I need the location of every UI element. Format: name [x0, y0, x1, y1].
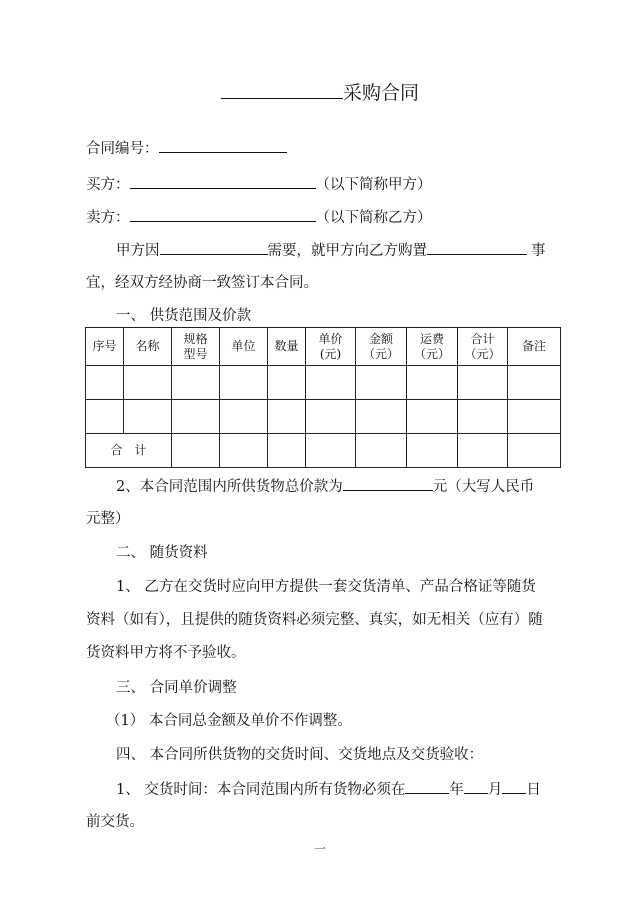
table-cell[interactable]	[458, 434, 508, 468]
table-cell[interactable]	[172, 366, 220, 400]
header-cell: 备注	[508, 328, 561, 366]
table-row	[86, 366, 561, 400]
table-cell[interactable]	[508, 400, 561, 434]
price-clause-line-2: 元整）	[86, 511, 130, 527]
need-blank[interactable]	[160, 238, 268, 255]
header-cell: 规格 型号	[172, 328, 220, 366]
header-cell: 名称	[124, 328, 172, 366]
intro-text-1: 甲方因	[116, 243, 160, 259]
buyer-blank[interactable]	[130, 172, 316, 189]
header-cell: 合计 （元）	[458, 328, 508, 366]
table-total-row	[86, 434, 561, 468]
year-blank[interactable]	[405, 777, 449, 794]
price-clause-line-1	[116, 474, 534, 496]
month-blank[interactable]	[464, 777, 488, 794]
table-cell[interactable]	[407, 400, 458, 434]
seller-label: 卖方：	[86, 210, 130, 226]
table-cell[interactable]	[220, 400, 268, 434]
contract-number-label: 合同编号：	[86, 141, 159, 157]
page-number: 一	[313, 842, 326, 856]
table-cell[interactable]	[268, 366, 306, 400]
contract-number-blank[interactable]	[159, 136, 287, 153]
table-cell[interactable]	[86, 366, 124, 400]
price-clause-text-1: 2、本合同范围内所供货物总价款为	[116, 479, 343, 495]
seller-row	[86, 205, 432, 227]
goods-table	[85, 327, 561, 468]
purchase-item-blank[interactable]	[427, 238, 527, 255]
table-cell[interactable]	[508, 366, 561, 400]
section-1-heading: 一、 供货范围及价款	[116, 308, 252, 324]
intro-line-1	[116, 238, 546, 260]
seller-blank[interactable]	[130, 205, 316, 222]
table-cell[interactable]	[458, 400, 508, 434]
clause-4-1-text: 1、 交货时间：本合同范围内所有货物必须在	[116, 782, 406, 798]
clause-2-1-line-1: 1、 乙方在交货时应向甲方提供一套交货清单、产品合格证等随货	[116, 579, 536, 595]
table-cell[interactable]	[407, 434, 458, 468]
clause-2-1-line-3: 货资料甲方将不予验收。	[86, 645, 246, 661]
table-cell[interactable]	[407, 366, 458, 400]
buyer-row	[86, 172, 432, 194]
header-cell: 运费 （元）	[407, 328, 458, 366]
intro-text-3: 事	[531, 243, 546, 259]
table-row	[86, 400, 561, 434]
buyer-label: 买方：	[86, 177, 130, 193]
header-cell: 单位	[220, 328, 268, 366]
table-cell[interactable]	[356, 400, 407, 434]
section-2-heading: 二、 随货资料	[116, 545, 208, 561]
title-blank[interactable]	[221, 82, 343, 99]
document-title	[0, 78, 640, 105]
section-3-heading: 三、 合同单价调整	[116, 680, 237, 696]
intro-line-2: 宜，经双方经协商一致签订本合同。	[86, 275, 318, 291]
table-cell[interactable]	[268, 400, 306, 434]
table-cell[interactable]	[124, 400, 172, 434]
table-cell[interactable]	[458, 366, 508, 400]
section-4-heading: 四、 本合同所供货物的交货时间、交货地点及交货验收：	[116, 747, 484, 763]
price-clause-text-2: 元（大写人民币	[432, 479, 535, 495]
table-cell[interactable]	[124, 366, 172, 400]
month-label: 月	[487, 782, 503, 798]
table-cell[interactable]	[306, 400, 356, 434]
clause-3-1: （1） 本合同总金额及单价不作调整。	[106, 713, 352, 729]
table-cell[interactable]	[306, 366, 356, 400]
table-cell[interactable]	[306, 434, 356, 468]
day-blank[interactable]	[502, 777, 526, 794]
table-cell[interactable]	[220, 366, 268, 400]
table-cell[interactable]	[172, 434, 220, 468]
contract-number-row	[86, 136, 287, 158]
day-label: 日	[526, 782, 541, 798]
table-cell[interactable]	[220, 434, 268, 468]
header-cell: 序号	[86, 328, 124, 366]
buyer-suffix: （以下简称甲方）	[315, 177, 432, 193]
header-cell: 数量	[268, 328, 306, 366]
header-cell: 金额 （元）	[356, 328, 407, 366]
total-label-cell: 合 计	[86, 434, 172, 468]
table-cell[interactable]	[508, 434, 561, 468]
year-label: 年	[449, 782, 464, 798]
intro-text-2: 需要，就甲方向乙方购置	[267, 243, 427, 259]
table-header-row	[86, 328, 561, 366]
seller-suffix: （以下简称乙方）	[315, 210, 432, 226]
table-cell[interactable]	[356, 434, 407, 468]
title-text: 采购合同	[342, 82, 419, 104]
table-cell[interactable]	[356, 366, 407, 400]
total-price-blank[interactable]	[343, 474, 433, 491]
clause-4-1-line-1	[116, 777, 541, 799]
header-cell: 单价 (元)	[306, 328, 356, 366]
table-cell[interactable]	[172, 400, 220, 434]
table-cell[interactable]	[86, 400, 124, 434]
table-cell[interactable]	[268, 434, 306, 468]
clause-2-1-line-2: 资料（如有），且提供的随货资料必须完整、真实，如无相关（应有）随	[86, 612, 543, 628]
clause-4-1-line-2: 前交货。	[86, 814, 144, 830]
